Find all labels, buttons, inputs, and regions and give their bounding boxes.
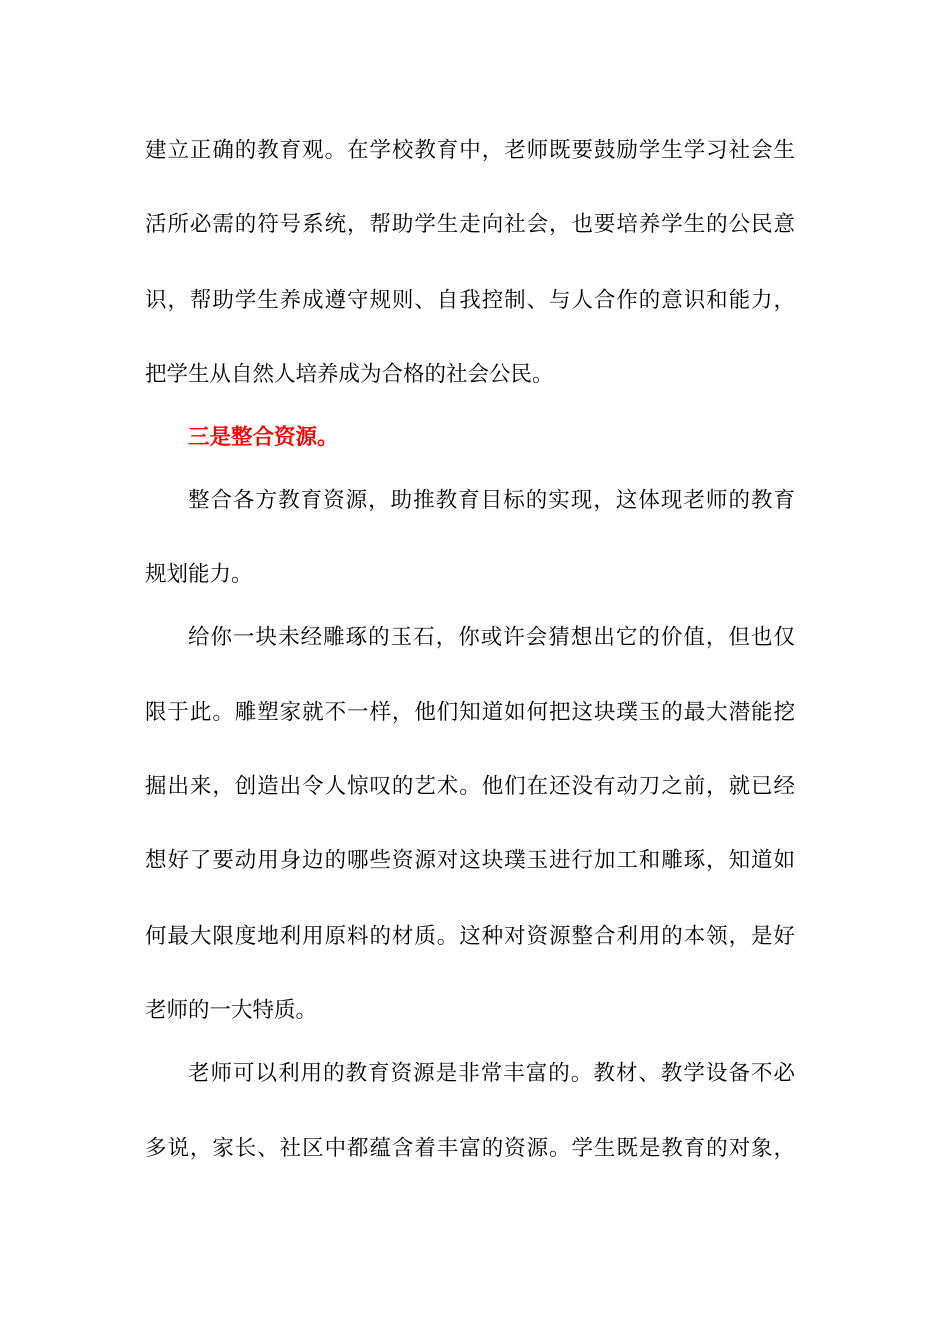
text-line: 何最大限度地利用原料的材质。这种对资源整合利用的本领，是好 bbox=[145, 924, 795, 949]
text-line: 老师的一大特质。 bbox=[145, 998, 318, 1023]
text-line: 想好了要动用身边的哪些资源对这块璞玉进行加工和雕琢，知道如 bbox=[145, 848, 795, 873]
text-line: 规划能力。 bbox=[145, 562, 253, 587]
text-line: 多说，家长、社区中都蕴含着丰富的资源。学生既是教育的对象， bbox=[145, 1136, 795, 1161]
text-line: 活所必需的符号系统，帮助学生走向社会，也要培养学生的公民意 bbox=[145, 212, 795, 237]
text-line: 建立正确的教育观。在学校教育中，老师既要鼓励学生学习社会生 bbox=[145, 138, 795, 163]
text-line: 限于此。雕塑家就不一样，他们知道如何把这块璞玉的最大潜能挖 bbox=[145, 700, 795, 725]
text-line: 整合各方教育资源，助推教育目标的实现，这体现老师的教育 bbox=[188, 488, 795, 513]
text-line: 识，帮助学生养成遵守规则、自我控制、与人合作的意识和能力， bbox=[145, 288, 795, 313]
section-heading: 三是整合资源。 bbox=[188, 425, 339, 450]
text-line: 老师可以利用的教育资源是非常丰富的。教材、教学设备不必 bbox=[188, 1061, 795, 1086]
text-line: 掘出来，创造出令人惊叹的艺术。他们在还没有动刀之前，就已经 bbox=[145, 774, 795, 799]
text-line: 给你一块未经雕琢的玉石，你或许会猜想出它的价值，但也仅 bbox=[188, 625, 795, 650]
text-line: 把学生从自然人培养成为合格的社会公民。 bbox=[145, 362, 554, 387]
